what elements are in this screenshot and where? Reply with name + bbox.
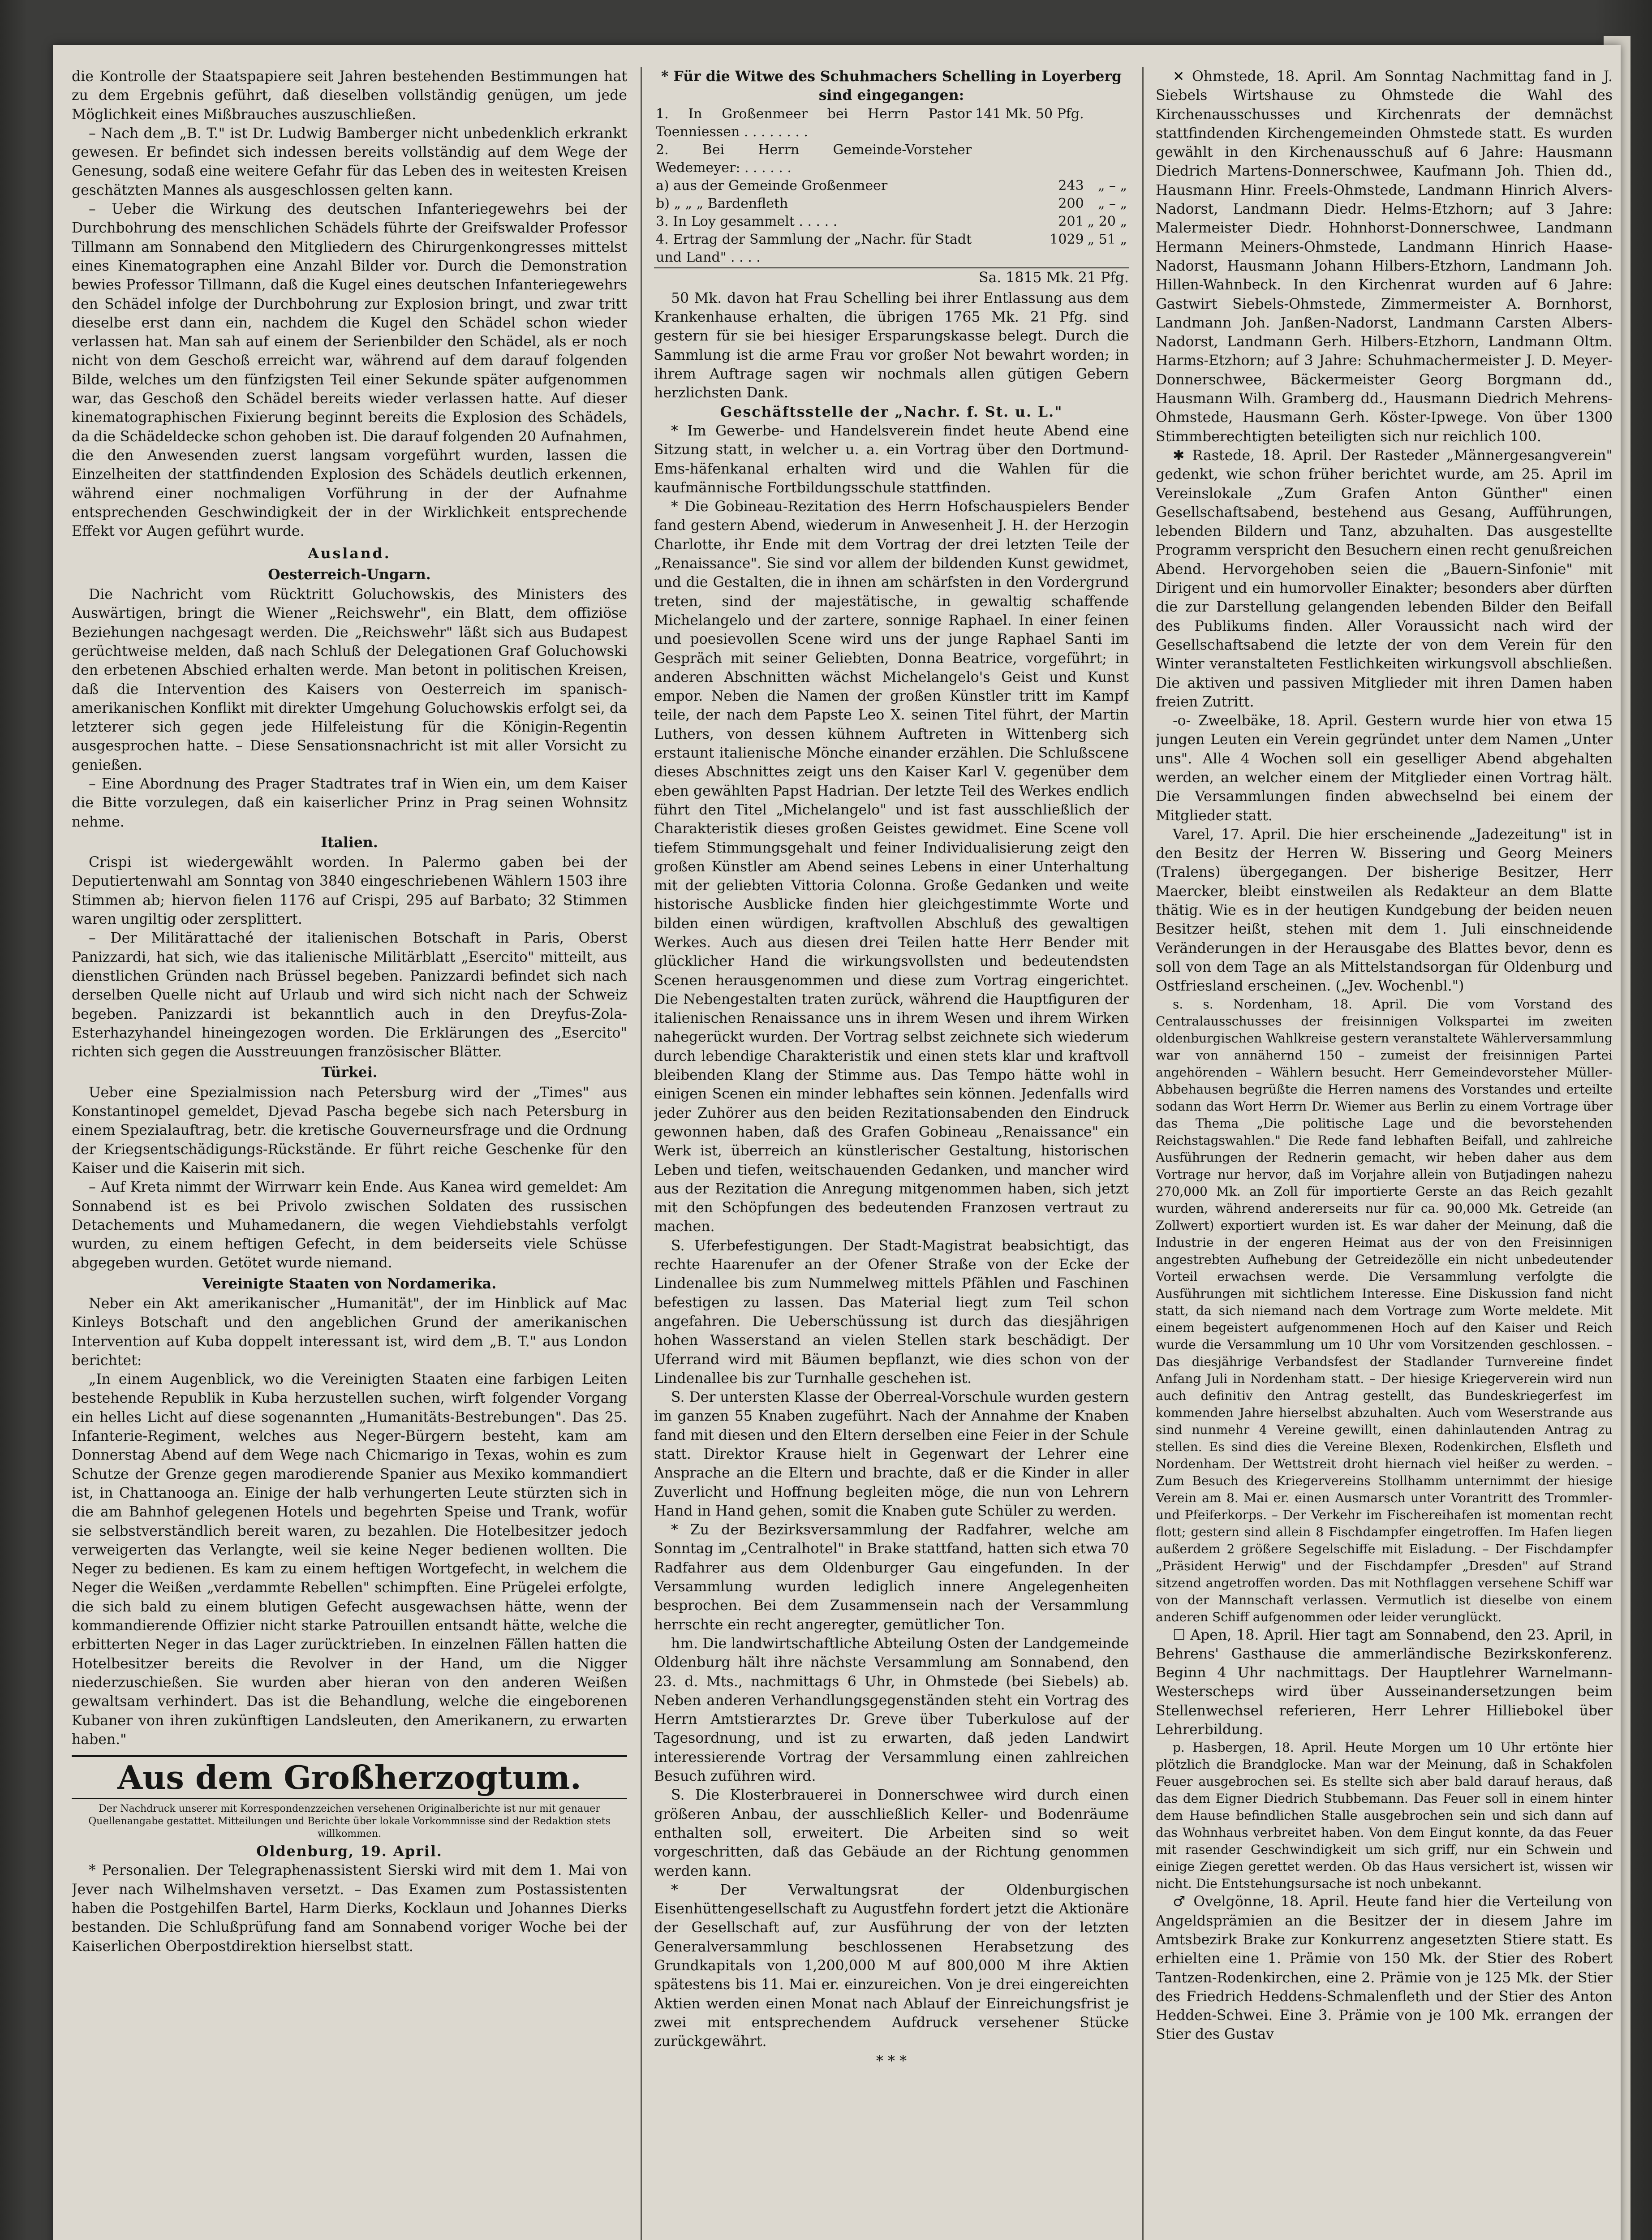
dateline: Oldenburg, 19. April. bbox=[256, 1843, 443, 1860]
column-rule bbox=[641, 67, 642, 2240]
table-row bbox=[654, 213, 1129, 231]
article-paragraph: ✱ Rastede, 18. April. Der Rasteder „Männergesangverein" gedenkt, wie schon früher berichtet wurde, am 25. April im Vereinslokale „Zum Grafen Anton Günther" einen Gesellschaftsabend, bestehend aus Gesang, Aufführungen, lebenden Bildern und Tanz, abzuhalten. Das ausgestellte Programm verspricht den Besuchern einen recht genußreichen Abend. Hervorgehoben seien die „Bauern-Sinfonie" mit Dirigent und ein humorvoller Einakter; besonders aber dürften die zur Darstellung gelangenden lebenden Bilder den Beifall des Publikums finden. Aller Voraussicht nach wird der Gesellschaftsabend die letzte der von dem Verein für den Winter veranstalteten Festlichkeiten wirkungsvoll abschließen. Die aktiven und passiven Mitglieder mit ihren Damen haben freien Zutritt. bbox=[1156, 447, 1613, 710]
table-cell: 141 Mk. 50 Pfg. bbox=[975, 106, 1084, 122]
column-2 bbox=[654, 67, 1129, 2240]
table-cell: „ – „ bbox=[1097, 195, 1127, 211]
article-paragraph: S. Die Klosterbrauerei in Donnerschwee wird durch einen größeren Anbau, der ausschließlich Keller- und Bodenräume enthalten soll, erweitert. Die Arbeiten sind so weit vorgeschritten, daß das Gebäude an der Richtung genommen werden kann. bbox=[654, 1787, 1129, 1879]
column-3 bbox=[1156, 67, 1613, 2240]
article-paragraph: Die Nachricht vom Rücktritt Goluchowskis, des Ministers des Auswärtigen, bringt die Wiener „Reichswehr", ein Blatt, dem offiziöse Beziehungen nachgesagt werden. Die „Reichswehr" läßt sich aus Budapest gerüchtweise melden, daß nach Schluß der Delegationen Graf Goluchowski den erbetenen Abschied erhalten werde. Man betont in politischen Kreisen, daß die Intervention des Kaisers von Oesterreich im spanisch-amerikanischen Konflikt mit direkter Umgehung Goluchowskis erfolgt sei, da letzterer sich gegen jede Hilfeleistung für die Königin-Regentin ausgesprochen hatte. – Diese Sensationsnachricht ist mit aller Vorsicht zu genießen. bbox=[72, 586, 627, 773]
article-paragraph: -o- Zweelbäke, 18. April. Gestern wurde hier von etwa 15 jungen Leuten ein Verein gegründet unter dem Namen „Unter uns". Alle 4 Wochen soll ein geselliger Abend abgehalten werden, an welcher einem der Mitglieder einen Vortrag hält. Die Versammlungen finden abwechselnd bei einem der Mitglieder statt. bbox=[1156, 713, 1613, 824]
column-1 bbox=[72, 67, 627, 2240]
table-cell bbox=[1086, 105, 1129, 141]
table-cell: 3. In Loy gesammelt . . . . . bbox=[656, 213, 838, 229]
table-cell: 4. Ertrag der Sammlung der „Nachr. für Stadt und Land" . . . . bbox=[656, 231, 972, 265]
table-row bbox=[654, 195, 1129, 213]
table-row bbox=[654, 141, 1129, 177]
subsection-heading: Oesterreich-Ungarn. bbox=[268, 566, 431, 583]
column-rule bbox=[1142, 67, 1144, 2240]
article-heading: * Für die Witwe des Schuhmachers Schelling in Loyerberg sind eingegangen: bbox=[661, 68, 1122, 104]
subsection-heading: Türkei. bbox=[321, 1064, 378, 1081]
article-paragraph: s. s. Nordenham, 18. April. Die vom Vorstand des Centralausschusses der freisinnigen Volkspartei im zweiten oldenburgischen Wahlkreise gestern veranstaltete Wählerversammlung war von annähernd 150 – zumeist der freisinnigen Partei angehörenden – Wählern besucht. Herr Gemeindevorsteher Müller-Abbehausen begrüßte die Herren namens des Vorstandes und erteilte sodann das Wort Herrn Dr. Wiemer aus Berlin zu einem Vortrage über das Thema „Die politische Lage und die bevorstehenden Reichstagswahlen." Die Rede fand lebhaften Beifall, und zahlreiche Ausführungen der Rednerin gemacht, wir heben daher aus dem Vortrage nur hervor, daß im Vorjahre allein von Butjadingen nahezu 270,000 Mk. an Zoll für importierte Gerste an das Reich gezahlt wurden, während andererseits nur für ca. 90,000 Mk. Getreide (an Zollwert) exportiert wurden ist. Es war daher der Meinung, daß die Industrie in der engeren Heimat aus der von den Freisinnigen angestrebten Aufhebung der Getreidezölle ein nicht unbedeutender Vorteil erwachsen werde. Die Versammlung verfolgte die Ausführungen mit sichtlichem Interesse. Eine Diskussion fand nicht statt, da sich niemand nach dem Vortrage zum Worte meldete. Mit einem begeistert aufgenommenen Hoch auf den Kaiser und Reich wurde die Versammlung um 10 Uhr vom Vorsitzenden geschlossen. – Das diesjährige Verbandsfest der Stadlander Turnvereine findet Anfang Juli in Nordenham statt. – Der hiesige Kriegerverein wird nun auch definitiv den Antrag gestellt, das Bundeskriegerfest im kommenden Jahre hierselbst abzuhalten. Auch vom Weserstrande aus sind nunmehr 4 Vereine gewillt, einen dahinlautenden Antrag zu stellen. Es sind dies die Vereine Blexen, Rodenkirchen, Elsfleth und Nordenham. Der Wettstreit droht hiernach viel heißer zu werden. – Zum Besuch des Kriegervereins Stollhamm unternimmt der hiesige Verein am 8. Mai er. einen Ausmarsch unter Vorantritt des Trommler- und Pfeiferkorps. – Der Verkehr im Fischereihafen ist momentan recht flott; gestern sind allein 8 Fischdampfer eingetroffen. Im Hafen liegen außerdem 2 größere Segelschiffe mit Eisladung. – Der Fischdampfer „Präsident Herwig" und der Fischdampfer „Dresden" auf Strand sitzend angetroffen worden. Das mit Nothflaggen versehene Schiff war von der Mannschaft verlassen. Vermutlich ist dieselbe von einem anderen Schiff aufgenommen oder leider verunglückt. bbox=[1156, 996, 1613, 1624]
article-paragraph: S. Der untersten Klasse der Oberreal-Vorschule wurden gestern im ganzen 55 Knaben zugeführt. Nach der Annahme der Knaben fand mit diesen und den Eltern derselben eine Feier in der Schule statt. Direktor Krause hielt in Gegenwart der Lehrer eine Ansprache an die Eltern und brachte, daß er die Kinder in aller Zuverlicht und Hoffnung begleiten möge, die nun von Lehrern Hand in Hand gehen, somit die Knaben gute Schüler zu werden. bbox=[654, 1389, 1129, 1519]
table-cell: 1029 bbox=[1050, 231, 1084, 247]
article-paragraph: – Nach dem „B. T." ist Dr. Ludwig Bamberger nicht unbedenklich erkrankt gewesen. Er befindet sich indessen bereits vollständig auf dem Wege der Genesung, sodaß eine weitere Gefahr für das Leben des in weitesten Kreisen geschätzten Mannes als ausgeschlossen gelten kann. bbox=[72, 125, 627, 198]
article-paragraph: die Kontrolle der Staatspapiere seit Jahren bestehenden Bestimmungen hat zu dem Ergebnis geführt, daß dieselben vollständig genügen, um jede Möglichkeit eines Mißbrauches auszuschließen. bbox=[72, 69, 627, 123]
table-row bbox=[654, 177, 1129, 195]
table-cell: 1. In Großenmeer bei Herrn Pastor Toenniessen . . . . . . . . bbox=[656, 106, 972, 140]
table-cell: „ 20 „ bbox=[1087, 213, 1127, 229]
table-cell bbox=[973, 141, 1086, 177]
article-paragraph: – Der Militärattaché der italienischen Botschaft in Paris, Oberst Panizzardi, hat sich, wie das italienische Militärblatt „Esercito" mitteilt, aus dienstlichen Gründen nach Brüssel begeben. Panizzardi befindet sich nach derselben Quelle nicht auf Urlaub und wird sich nicht nach der Schweiz begeben. Panizzardi ist bekanntlich auch in den Dreyfus-Zola-Esterhazyhandel hineingezogen worden. Die Erklärungen des „Esercito" richten sich gegen die Ausstreuungen französischer Blätter. bbox=[72, 930, 627, 1060]
article-paragraph: hm. Die landwirtschaftliche Abteilung Osten der Landgemeinde Oldenburg hält ihre nächste Versammlung am Sonnabend, den 23. d. Mts., nachmittags 6 Uhr, in Ohmstede (bei Siebels) ab. Neben anderen Verhandlungsgegenständen steht ein Vortrag des Herrn Amtstierarztes Dr. Greve über Tuberkulose auf der Tagesordnung, und ist zu erwarten, daß jeden Landwirt interessierende Vortrag der Versammlung einen zahlreichen Besuch zuführen wird. bbox=[654, 1635, 1129, 1785]
article-paragraph: Varel, 17. April. Die hier erscheinende „Jadezeitung" ist in den Besitz der Herren W. Bissering und Georg Meiners (Tralens) übergegangen. Der bisherige Besitzer, Herr Maercker, bleibt einstweilen als Redakteur an dem Blatte thätig. Wie es in der heutigen Kundgebung der beiden neuen Besitzer heißt, stehen mit dem 1. Juli einschneidende Veränderungen in der Herausgabe des Blattes bevor, denn es soll von dem Tage an als Mittelstandsorgan für Oldenburg und Ostfriesland erscheinen. („Jev. Wochenbl.") bbox=[1156, 826, 1613, 995]
donation-table bbox=[654, 105, 1129, 267]
article-paragraph: – Auf Kreta nimmt der Wirrwarr kein Ende. Aus Kanea wird gemeldet: Am Sonnabend ist es bei Privolo zwischen Soldaten des russischen Detachements und Muhamedanern, die wegen Viehdiebstahls verfolgt wurden, zu einem heftigen Gefecht, in dem beiderseits viele Schüsse abgegeben wurden. Getötet wurde niemand. bbox=[72, 1179, 627, 1271]
article-paragraph: „In einem Augenblick, wo die Vereinigten Staaten eine farbigen Leiten bestehende Republik in Kuba herzustellen suchen, wirft folgender Vorgang ein helles Licht auf diese sogenannten „Humanitäts-Bestrebungen". Das 25. Infanterie-Regiment, welches aus Neger-Bürgern besteht, kam am Donnerstag Abend auf dem Wege nach Chicmarigo in Texas, wohin es zum Schutze der Grenze gegen marodierende Spanier aus Mexiko kommandiert ist, in Chattanooga an. Einige der halb verhungerten Leute stürzten sich in die am Bahnhof gelegenen Hotels und begehrten Speise und Trank, wofür sie selbstverständlich bereit waren, zu bezahlen. Die Hotelbesitzer jedoch verweigerten das Verlangte, weil sie keine Neger bedienen wollten. Die Neger zu bedienen. Es kam zu einem heftigen Wortgefecht, in welchem die Neger die Weißen „verdammte Rebellen" schimpften. Eine Prügelei erfolgte, die sich bald zu einem blutigen Gefecht ausgewachsen hätte, wenn der kommandierende Offizier nicht starke Patrouillen entsandt hätte, welche die erbitterten Neger in das Lager zurücktrieben. In einzelnen Fällen hatten die Hotelbesitzer bereits die Revolver in der Hand, um die Nigger niederzuschießen. Sie wurden aber hieran von den anderen Weißen gewaltsam verhindert. Das ist die Behandlung, welche die eingeborenen Kubaner von ihren zukünftigen Landsleuten, den Amerikanern, zu erwarten haben." bbox=[72, 1371, 627, 1748]
section-heading: Ausland. bbox=[308, 545, 391, 562]
table-cell: 243 bbox=[1058, 177, 1084, 194]
article-paragraph: * Im Gewerbe- und Handelsverein findet heute Abend eine Sitzung statt, in welcher u. a. ein Vortrag über den Dortmund-Ems-häfenkanal erhalten wird und die Wahlen für die kaufmännische Fortbildungsschule stattfinden. bbox=[654, 422, 1129, 496]
section-banner bbox=[72, 1755, 627, 1799]
signature: Geschäftsstelle der „Nachr. f. St. u. L." bbox=[720, 403, 1063, 420]
table-cell: 201 bbox=[1058, 213, 1084, 229]
article-paragraph: S. Uferbefestigungen. Der Stadt-Magistrat beabsichtigt, das rechte Haarenufer an der Ofener Straße von der Ecke der Lindenallee bis zum Nummelweg mittels Pfählen und Faschinen befestigen zu lassen. Das Material liegt zum Teil schon angefahren. Die Ueberschüssung ist durch das diesjährigen hohen Wasserstand an vielen Stellen stark beschädigt. Der Uferrand wird mit Bäumen bepflanzt, wie dies schon von der Lindenallee bis zur Turnhalle geschehen ist. bbox=[654, 1237, 1129, 1387]
table-cell: b) „ „ „ Bardenfleth bbox=[656, 195, 788, 211]
article-paragraph: p. Hasbergen, 18. April. Heute Morgen um 10 Uhr ertönte hier plötzlich die Brandglocke. Man war der Meinung, daß in Schakfolen Feuer ausgebrochen sei. Es stellte sich aber bald darauf heraus, daß das dem Eigner Diedrich Stubbemann. Das Feuer soll in einem hinter dem Hause befindlichen Stalle ausgebrochen sein und sich dann auf das Wohnhaus verbreitet haben. Von dem Eingut konnte, da das Feuer mit rasender Geschwindigkeit um sich griff, nur ein Schwein und einige Ziegen gerettet werden. Ob das Haus versichert ist, wissen wir nicht. Die Entstehungsursache ist noch unbekannt. bbox=[1156, 1740, 1613, 1891]
article-paragraph: * Personalien. Der Telegraphenassistent Sierski wird mit dem 1. Mai von Jever nach Wilhelmshaven versetzt. – Das Examen zum Postassistenten haben die Postgehilfen Bartel, Harm Dierks, Kocklaun und Johannes Dierks bestanden. Die Schlußprüfung fand am Sonnabend voriger Woche bei der Kaiserlichen Oberpostdirektion hierselbst statt. bbox=[72, 1862, 627, 1955]
table-cell: 2. Bei Herrn Gemeinde-Vorsteher Wedemeyer: . . . . . . bbox=[656, 142, 972, 176]
table-cell: a) aus der Gemeinde Großenmeer bbox=[656, 177, 888, 194]
table-row bbox=[654, 231, 1129, 267]
article-paragraph: ♂ Ovelgönne, 18. April. Heute fand hier die Verteilung von Angeldsprämien an die Besitzer der in diesem Jahre im Amtsbezirk Brake zur Konkurrenz angesetzten Stiere statt. Es erhielten eine 1. Prämie von 150 Mk. der Stier des Robert Tantzen-Rodenkirchen, eine 2. Prämie von je 125 Mk. der Stier des Friedrich Heddens-Schmalenfleth und der Stier des Anton Hedden-Schwei. Eine 3. Prämie von je 100 Mk. errangen der Stier des Gustav bbox=[1156, 1894, 1613, 2043]
table-cell bbox=[1086, 141, 1129, 177]
section-title: Aus dem Großherzogtum. bbox=[117, 1758, 581, 1797]
table-row bbox=[654, 105, 1129, 141]
donation-total: Sa. 1815 Mk. 21 Pfg. bbox=[654, 267, 1129, 287]
article-paragraph: * Die Gobineau-Rezitation des Herrn Hofschauspielers Bender fand gestern Abend, wiederum in Anwesenheit J. H. der Herzogin Charlotte, ihr Ende mit dem Vortrag der drei letzten Teile der „Renaissance". Sie sind vor allem der bildenden Kunst gewidmet, und die Gestalten, die in ihnen am schärfsten in den Vordergrund treten, sind der majestätische, in gewaltig schaffende Michelangelo und der zartere, sonnige Raphael. In einer feinen und poesievollen Scene wird uns der junge Raphael Santi im Gespräch mit seiner Geliebten, Donna Beatrice, vorgeführt; in anderen Abschnitten wächst Michelangelo's Geist und Kunst empor. Neben die Namen der großen Künstler tritt im Kampf teile, der nach dem Papste Leo X. seinen Titel führt, der Martin Luthers, von dessen kühnem Auftreten in Wittenberg sich erstaunt italienische Mönche einander erzählen. Die Schlußscene dieses Abschnittes zeigt uns den Kaiser Karl V. gegenüber dem eben gewählten Papst Hadrian. Der letzte Teil des Werkes endlich führt den Titel „Michelangelo" und ist fast ausschließlich der Charakteristik dieses großen Geistes gewidmet. Eine Scene voll tiefem Stimmungsgehalt und feiner Individualisierung zeigt den großen Künstler am Abend seines Lebens in einer Unterhaltung mit der geliebten Vittoria Colonna. Große Gedanken und weite historische Ausblicke finden hier gleichgestimmte Worte und bilden einen würdigen, kraftvollen Abschluß des gewaltigen Werkes. Auch aus diesen drei Teilen hatte Herr Bender mit glücklicher Hand die wirkungsvollsten und bedeutendsten Scenen herausgenommen und diese zum Vortrag eingerichtet. Die Nebengestalten traten zurück, während die Hauptfiguren der italienischen Renaissance uns in ihrem Wesen und ihrem Wirken nahegerückt wurden. Der Vortrag selbst zeichnete sich wiederum durch lebendige Charakteristik und einen stets klar und kraftvoll bleibenden Klang der Stimme aus. Das Tempo hätte wohl in einigen Scenen ein minder lebhaftes sein können. Jedenfalls wird jeder Zuhörer aus den beiden Rezitationsabenden den Eindruck gewonnen haben, daß des Grafen Gobineau „Renaissance" ein Werk ist, überreich an künstlerischer Gestaltung, historischen Leben und tiefen, weitschauenden Gedanken, und mancher wird aus der Rezitation die Anregung mitgenommen haben, sich jetzt mit den Schöpfungen des bedeutenden Franzosen vertraut zu machen. bbox=[654, 499, 1129, 1235]
article-paragraph: 50 Mk. davon hat Frau Schelling bei ihrer Entlassung aus dem Krankenhause erhalten, die übrigen 1765 Mk. 21 Pfg. sind gestern für sie bei hiesiger Ersparungskasse belegt. Durch die Sammlung ist die arme Frau vor großer Not bewahrt worden; in ihrem Auftrage sagen wir nochmals allen gütigen Gebern herzlichsten Dank. bbox=[654, 290, 1129, 401]
article-paragraph: * Der Verwaltungsrat der Oldenburgischen Eisenhüttengesellschaft zu Augustfehn fordert jetzt die Aktionäre der Gesellschaft auf, zur Ausführung der von der letzten Generalversammlung beschlossenen Herabsetzung des Grundkapitals von 1,200,000 M auf 800,000 M ihre Aktien spätestens bis 11. Mai er. einzureichen. Von je drei eingereichten Aktien werden einen Monat nach Ablauf der Einreichungsfrist je zwei mit entsprechendem Aufdruck versehener Stücke zurückgewährt. bbox=[654, 1882, 1129, 2050]
article-paragraph: ✕ Ohmstede, 18. April. Am Sonntag Nachmittag fand in J. Siebels Wirtshause zu Ohmstede die Wahl des Kirchenausschusses und Kirchenrats der demnächst stattfindenden Kirchengemeinden Ohmstede statt. Es wurden gewählt in den Kirchenausschuß auf 6 Jahre: Hausmann Diedrich Martens-Donnerschwee, Kaufmann Joh. Thien dd., Hausmann Hinr. Freels-Ohmstede, Landmann Hinrich Alvers-Nadorst, Landmann Diedr. Helms-Etzhorn; auf 3 Jahre: Malermeister Diedr. Hohnhorst-Donnerschwee, Landmann Hermann Meiners-Ohmstede, Landmann Hinrich Haase-Nadorst, Hausmann Johann Hilbers-Etzhorn, Landmann Joh. Hillen-Wahnbeck. In den Kirchenrat wurden auf 6 Jahre: Gastwirt Siebels-Ohmstede, Zimmermeister A. Bornhorst, Landmann Joh. Janßen-Nadorst, Landmann Carsten Albers-Nadorst, Landmann Gerh. Hilbers-Etzhorn, Landmann Oltm. Harms-Etzhorn; auf 3 Jahre: Schuhmachermeister J. D. Meyer-Donnerschwee, Bäckermeister Georg Borgmann dd., Hausmann Wilh. Gramberg dd., Hausmann Diedrich Mehrens-Ohmstede, Hausmann Gerh. Köster-Ipwege. Von über 1300 Stimmberechtigten beteiligten sich nur reichlich 100. bbox=[1156, 69, 1613, 445]
table-cell: „ – „ bbox=[1097, 177, 1127, 194]
article-paragraph: ☐ Apen, 18. April. Hier tagt am Sonnabend, den 23. April, in Behrens' Gasthause die ammerländische Bezirkskonferenz. Beginn 4 Uhr nachmittags. Der Hauptlehrer Warnelmann-Westerscheps wird über Ausseinandersetzungen beim Stellenwechsel referieren, Herr Lehrer Hilliebokel über Lehrerbildung. bbox=[1156, 1627, 1613, 1738]
table-cell: „ 51 „ bbox=[1087, 231, 1127, 247]
article-paragraph: Crispi ist wiedergewählt worden. In Palermo gaben bei der Deputiertenwahl am Sonntag von 3840 eingeschriebenen Wählern 1503 ihre Stimmen ab; hiervon fielen 1176 auf Crispi, 295 auf Barbato; 32 Stimmen waren ungiltig oder zersplittert. bbox=[72, 854, 627, 928]
article-paragraph: Ueber eine Spezialmission nach Petersburg wird der „Times" aus Konstantinopel gemeldet, Djevad Pascha begebe sich nach Petersburg in einem Spezialauftrag, betr. die kretische Gouverneursfrage und die Ordnung der Kriegsentschädigungs-Rückstände. Er führt reiche Geschenke für den Kaiser und die Kaiserin mit sich. bbox=[72, 1084, 627, 1176]
reprint-notice: Der Nachdruck unserer mit Korrespondenzzeichen versehenen Originalberichte ist nur mit genauer Quellenangabe gestattet. Mitteilungen und Berichte über lokale Vorkommnisse sind der Redaktion stets willkommen. bbox=[88, 1803, 611, 1840]
article-paragraph: – Eine Abordnung des Prager Stadtrates traf in Wien ein, um dem Kaiser die Bitte vorzulegen, daß ein kaiserlicher Prinz in Prag seinen Wohnsitz nehme. bbox=[72, 775, 627, 830]
article-paragraph: – Ueber die Wirkung des deutschen Infanteriegewehrs bei der Durchbohrung des menschlichen Schädels führte der Greifswalder Professor Tillmann am Sonnabend den Mitgliedern des Chirurgenkongresses mittelst eines Kinematographen eine Anzahl Bilder vor. Durch die Demonstration bewies Professor Tillmann, daß die Kugel eines deutschen Infanteriegewehrs den Schädel infolge der Durchbohrung zur Explosion bringt, und zwar tritt dieselbe erst dann ein, nachdem die Kugel den Schädel schon wieder verlassen hat. Man sah auf einem der Serienbilder den Schädel, als er noch nicht von dem Geschoß erreicht war, während auf dem darauf folgenden Bilde, welches um den fünfzigsten Teil einer Sekunde später aufgenommen war, das Geschoß den Schädel bereits wieder verlassen hatte. Auf dieser kinematographischen Fixierung beginnt bereits die Explosion des Schädels, da die Schädeldecke schon gehoben ist. Die darauf folgenden 20 Aufnahmen, die den Anwesenden zuerst langsam vorgeführt wurden, lassen die Einzelheiten der stattfindenden Explosion des Schädels deutlich erkennen, während einer nochmaligen Vorführung in der der Aufnahme entsprechenden Geschwindigkeit der in der Wirklichkeit entsprechende Effekt vor Augen geführt wurde. bbox=[72, 201, 627, 540]
article-paragraph: Neber ein Akt amerikanischer „Humanität", der im Hinblick auf Mac Kinleys Botschaft und den angeblichen Grund der amerikanischen Intervention auf Kuba doppelt interessant ist, wird dem „B. T." aus London berichtet: bbox=[72, 1296, 627, 1369]
subsection-heading: Vereinigte Staaten von Nordamerika. bbox=[202, 1275, 497, 1292]
section-divider: * * * bbox=[876, 2052, 907, 2069]
table-cell: 200 bbox=[1058, 195, 1084, 211]
article-paragraph: * Zu der Bezirksversammlung der Radfahrer, welche am Sonntag im „Centralhotel" in Brake stattfand, hatten sich etwa 70 Radfahrer aus dem Oldenburger Gau eingefunden. In der Versammlung wurden lediglich innere Angelegenheiten besprochen. Bei dem Zusammensein nach der Versammlung herrschte ein recht angeregter, gemütlicher Ton. bbox=[654, 1522, 1129, 1633]
subsection-heading: Italien. bbox=[321, 834, 378, 851]
